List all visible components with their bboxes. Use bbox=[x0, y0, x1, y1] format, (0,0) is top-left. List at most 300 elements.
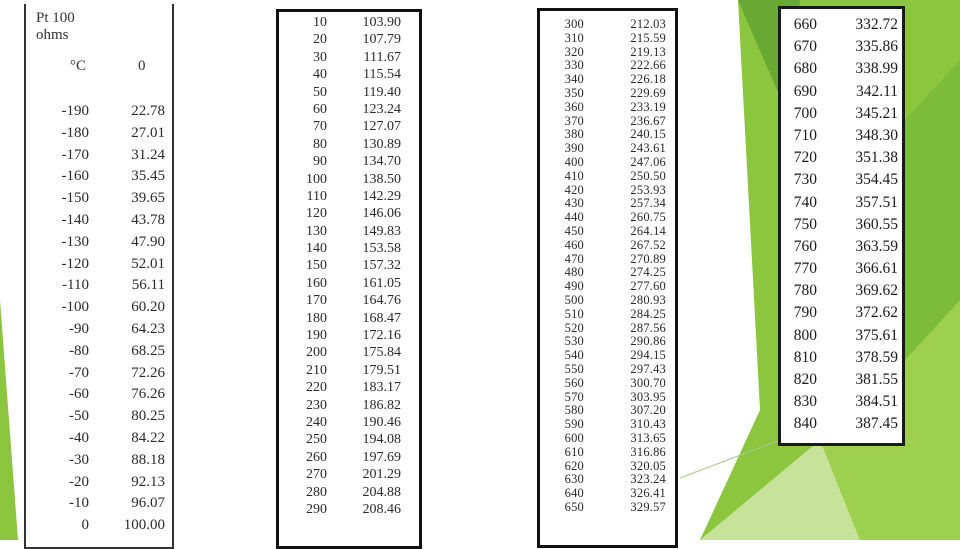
resistance-cell: 338.99 bbox=[855, 60, 898, 78]
temperature-cell: 480 bbox=[564, 265, 584, 280]
resistance-cell: 76.26 bbox=[131, 386, 165, 403]
table-row bbox=[279, 379, 419, 396]
table-row bbox=[279, 431, 419, 448]
table-row bbox=[540, 87, 675, 101]
table-row bbox=[781, 325, 902, 347]
table-row bbox=[279, 84, 419, 101]
temperature-cell: 470 bbox=[564, 251, 584, 266]
resistance-cell: 157.32 bbox=[362, 258, 401, 274]
temperature-cell: 650 bbox=[564, 499, 584, 514]
resistance-cell: 219.13 bbox=[630, 44, 666, 59]
resistance-cell: 369.62 bbox=[855, 282, 898, 300]
resistance-cell: 253.93 bbox=[630, 182, 666, 197]
temperature-cell: 680 bbox=[793, 60, 817, 78]
temperature-cell: 500 bbox=[564, 292, 584, 307]
resistance-cell: 56.11 bbox=[131, 277, 165, 294]
table-row bbox=[279, 223, 419, 240]
temperature-cell: -110 bbox=[62, 277, 89, 294]
temperature-cell: 450 bbox=[564, 223, 584, 238]
table-rows bbox=[26, 101, 172, 537]
resistance-cell: 186.82 bbox=[362, 397, 401, 413]
temperature-cell: 830 bbox=[793, 393, 817, 411]
resistance-cell: 183.17 bbox=[362, 380, 401, 396]
table-row bbox=[540, 197, 675, 211]
temperature-cell: 250 bbox=[306, 432, 327, 448]
table-row bbox=[279, 484, 419, 501]
temperature-cell: 170 bbox=[306, 293, 327, 309]
resistance-cell: 212.03 bbox=[630, 17, 666, 31]
table-row bbox=[540, 225, 675, 239]
table-row bbox=[26, 428, 172, 450]
resistance-cell: 68.25 bbox=[131, 342, 165, 359]
resistance-cell: 161.05 bbox=[362, 275, 401, 291]
temperature-cell: 0 bbox=[81, 517, 89, 534]
temperature-cell: 260 bbox=[306, 449, 327, 465]
resistance-cell: 277.60 bbox=[630, 279, 666, 294]
temperature-cell: 570 bbox=[564, 389, 584, 404]
table-row bbox=[540, 322, 675, 336]
resistance-cell: 284.25 bbox=[630, 306, 666, 321]
resistance-cell: 357.51 bbox=[855, 193, 898, 211]
resistance-cell: 243.61 bbox=[630, 141, 666, 156]
temperature-cell: 770 bbox=[793, 260, 817, 278]
temperature-cell: -140 bbox=[61, 211, 89, 228]
temperature-cell: -40 bbox=[69, 429, 89, 446]
temperature-cell: 190 bbox=[306, 328, 327, 344]
table-row bbox=[540, 184, 675, 198]
temperature-cell: 400 bbox=[564, 154, 584, 169]
resistance-cell: 297.43 bbox=[630, 361, 666, 376]
table-row bbox=[26, 515, 172, 537]
resistance-cell: 22.78 bbox=[131, 103, 165, 119]
table-row bbox=[540, 391, 675, 405]
temperature-cell: -160 bbox=[61, 168, 89, 185]
table-row bbox=[279, 118, 419, 135]
resistance-cell: 375.61 bbox=[855, 326, 898, 344]
temperature-cell: 410 bbox=[564, 168, 584, 183]
temperature-cell: -60 bbox=[69, 386, 89, 403]
table-row bbox=[540, 377, 675, 391]
table-row bbox=[26, 297, 172, 319]
table-row bbox=[279, 136, 419, 153]
resistance-cell: 329.57 bbox=[630, 499, 666, 514]
sensor-type-label: Pt 100 bbox=[36, 10, 75, 26]
table-row bbox=[540, 432, 675, 446]
table-row bbox=[26, 232, 172, 254]
resistance-cell: 267.52 bbox=[630, 237, 666, 252]
resistance-cell: 360.55 bbox=[855, 215, 898, 233]
table-row bbox=[279, 14, 419, 31]
table-row bbox=[26, 145, 172, 167]
resistance-cell: 236.67 bbox=[630, 113, 666, 128]
resistance-cell: 130.89 bbox=[362, 136, 401, 152]
resistance-cell: 345.21 bbox=[855, 104, 898, 122]
temperature-cell: 180 bbox=[306, 310, 327, 326]
table-row bbox=[781, 125, 902, 147]
table-row bbox=[26, 341, 172, 363]
temperature-cell: 150 bbox=[306, 258, 327, 274]
table-row bbox=[540, 460, 675, 474]
table-row bbox=[279, 362, 419, 379]
table-row bbox=[540, 32, 675, 46]
temperature-cell: -50 bbox=[69, 408, 89, 425]
resistance-cell: 240.15 bbox=[630, 127, 666, 142]
table-row bbox=[26, 406, 172, 428]
resistance-cell: 149.83 bbox=[362, 223, 401, 239]
table-row bbox=[26, 275, 172, 297]
temperature-cell: 580 bbox=[564, 403, 584, 418]
table-row bbox=[540, 253, 675, 267]
table-row bbox=[279, 205, 419, 222]
table-row bbox=[540, 18, 675, 32]
unit-label: ohms bbox=[36, 27, 69, 43]
temperature-cell: 280 bbox=[306, 484, 327, 500]
resistance-cell: 172.16 bbox=[362, 328, 401, 344]
table-row bbox=[781, 169, 902, 191]
temperature-cell: 710 bbox=[793, 126, 817, 144]
table-row bbox=[26, 123, 172, 145]
table-row bbox=[781, 236, 902, 258]
resistance-cell: 204.88 bbox=[362, 484, 401, 500]
table-row bbox=[540, 142, 675, 156]
resistance-cell: 100.00 bbox=[123, 517, 165, 534]
temperature-cell: 490 bbox=[564, 279, 584, 294]
temperature-cell: 30 bbox=[313, 49, 327, 65]
resistance-cell: 27.01 bbox=[131, 124, 165, 141]
temperature-cell: 760 bbox=[793, 237, 817, 255]
resistance-cell: 134.70 bbox=[362, 154, 401, 170]
temperature-cell: 120 bbox=[306, 206, 327, 222]
temperature-cell: 390 bbox=[564, 141, 584, 156]
resistance-cell: 175.84 bbox=[362, 345, 401, 361]
resistance-cell: 229.69 bbox=[630, 85, 666, 100]
temperature-cell: 370 bbox=[564, 113, 584, 128]
temperature-cell: -150 bbox=[61, 190, 89, 207]
left-green-shard bbox=[0, 300, 18, 540]
resistance-cell: 226.18 bbox=[630, 72, 666, 87]
temperature-cell: 810 bbox=[793, 348, 817, 366]
table-row bbox=[279, 344, 419, 361]
table-row bbox=[279, 49, 419, 66]
temperature-cell: 460 bbox=[564, 237, 584, 252]
resistance-cell: 264.14 bbox=[630, 223, 666, 238]
table-row bbox=[540, 404, 675, 418]
table-row bbox=[279, 466, 419, 483]
temperature-cell: 630 bbox=[564, 472, 584, 487]
resistance-cell: 342.11 bbox=[855, 82, 898, 100]
temperature-cell: 230 bbox=[306, 397, 327, 413]
temperature-cell: 140 bbox=[306, 241, 327, 257]
temperature-cell: 640 bbox=[564, 486, 584, 501]
table-row bbox=[781, 280, 902, 302]
table-rows bbox=[279, 14, 419, 518]
resistance-cell: 201.29 bbox=[362, 467, 401, 483]
temperature-cell: -180 bbox=[61, 124, 89, 141]
resistance-cell: 363.59 bbox=[855, 237, 898, 255]
table-row bbox=[279, 153, 419, 170]
temperature-cell: 20 bbox=[313, 32, 327, 48]
temperature-cell: 740 bbox=[793, 193, 817, 211]
temperature-cell: -190 bbox=[61, 103, 89, 119]
table-row bbox=[540, 266, 675, 280]
table-row bbox=[279, 66, 419, 83]
table-row bbox=[540, 115, 675, 129]
resistance-cell: 107.79 bbox=[362, 32, 401, 48]
temperature-cell: 340 bbox=[564, 72, 584, 87]
temperature-cell: 720 bbox=[793, 149, 817, 167]
resistance-cell: 335.86 bbox=[855, 38, 898, 56]
temperature-cell: 60 bbox=[313, 101, 327, 117]
table-row bbox=[540, 335, 675, 349]
temperature-cell: 840 bbox=[793, 415, 817, 433]
value-column-header: 0 bbox=[138, 58, 146, 74]
table-row bbox=[540, 294, 675, 308]
resistance-cell: 326.41 bbox=[630, 486, 666, 501]
temperature-cell: 300 bbox=[564, 17, 584, 31]
temperature-cell: 130 bbox=[306, 223, 327, 239]
resistance-cell: 348.30 bbox=[855, 126, 898, 144]
table-row bbox=[540, 73, 675, 87]
temperature-cell: 730 bbox=[793, 171, 817, 189]
rtd-table-panel-1 bbox=[24, 4, 174, 549]
temperature-cell: 690 bbox=[793, 82, 817, 100]
resistance-cell: 194.08 bbox=[362, 432, 401, 448]
temperature-cell: 670 bbox=[793, 38, 817, 56]
resistance-cell: 316.86 bbox=[630, 444, 666, 459]
temperature-column-header: °C bbox=[70, 58, 87, 74]
resistance-cell: 35.45 bbox=[131, 168, 165, 185]
table-row bbox=[540, 501, 675, 515]
table-row bbox=[279, 101, 419, 118]
resistance-cell: 142.29 bbox=[362, 188, 401, 204]
table-row bbox=[279, 327, 419, 344]
temperature-cell: 550 bbox=[564, 361, 584, 376]
resistance-cell: 208.46 bbox=[362, 501, 401, 517]
resistance-cell: 384.51 bbox=[855, 393, 898, 411]
resistance-cell: 103.90 bbox=[362, 15, 401, 30]
table-row bbox=[540, 170, 675, 184]
table-row bbox=[781, 192, 902, 214]
table-row bbox=[279, 397, 419, 414]
table-rows bbox=[540, 18, 675, 515]
resistance-cell: 111.67 bbox=[363, 49, 401, 65]
temperature-cell: 40 bbox=[313, 67, 327, 83]
resistance-cell: 332.72 bbox=[855, 16, 898, 33]
resistance-cell: 257.34 bbox=[630, 196, 666, 211]
resistance-cell: 52.01 bbox=[131, 255, 165, 272]
temperature-cell: 210 bbox=[306, 362, 327, 378]
table-row bbox=[540, 363, 675, 377]
resistance-cell: 153.58 bbox=[362, 241, 401, 257]
table-row bbox=[540, 239, 675, 253]
temperature-cell: 750 bbox=[793, 215, 817, 233]
resistance-cell: 39.65 bbox=[131, 190, 165, 207]
resistance-cell: 351.38 bbox=[855, 149, 898, 167]
resistance-cell: 372.62 bbox=[855, 304, 898, 322]
resistance-cell: 274.25 bbox=[630, 265, 666, 280]
temperature-cell: 360 bbox=[564, 99, 584, 114]
table-row bbox=[781, 58, 902, 80]
resistance-cell: 215.59 bbox=[630, 30, 666, 45]
table-row bbox=[26, 188, 172, 210]
temperature-cell: 540 bbox=[564, 348, 584, 363]
resistance-cell: 47.90 bbox=[131, 233, 165, 250]
table-row bbox=[279, 31, 419, 48]
table-row bbox=[540, 46, 675, 60]
temperature-cell: 420 bbox=[564, 182, 584, 197]
temperature-cell: 520 bbox=[564, 320, 584, 335]
temperature-cell: 780 bbox=[793, 282, 817, 300]
resistance-cell: 250.50 bbox=[630, 168, 666, 183]
table-row bbox=[279, 257, 419, 274]
temperature-cell: 820 bbox=[793, 371, 817, 388]
resistance-cell: 270.89 bbox=[630, 251, 666, 266]
temperature-cell: 160 bbox=[306, 275, 327, 291]
table-row bbox=[26, 363, 172, 385]
table-row bbox=[540, 487, 675, 501]
temperature-cell: 800 bbox=[793, 326, 817, 344]
table-row bbox=[279, 310, 419, 327]
table-row bbox=[781, 391, 902, 413]
resistance-cell: 88.18 bbox=[131, 451, 165, 468]
resistance-cell: 290.86 bbox=[630, 334, 666, 349]
resistance-cell: 303.95 bbox=[630, 389, 666, 404]
table-row bbox=[540, 59, 675, 73]
temperature-cell: 330 bbox=[564, 58, 584, 73]
temperature-cell: 320 bbox=[564, 44, 584, 59]
table-row bbox=[540, 446, 675, 460]
resistance-cell: 233.19 bbox=[630, 99, 666, 114]
resistance-cell: 60.20 bbox=[131, 299, 165, 316]
resistance-cell: 84.22 bbox=[131, 429, 165, 446]
table-row bbox=[279, 501, 419, 518]
resistance-cell: 247.06 bbox=[630, 154, 666, 169]
temperature-cell: -80 bbox=[69, 342, 89, 359]
table-row bbox=[781, 302, 902, 324]
resistance-cell: 387.45 bbox=[855, 415, 898, 433]
temperature-cell: -90 bbox=[69, 320, 89, 337]
table-row bbox=[540, 211, 675, 225]
temperature-cell: -130 bbox=[61, 233, 89, 250]
table-row bbox=[26, 254, 172, 276]
table-row bbox=[781, 147, 902, 169]
table-row bbox=[26, 319, 172, 341]
table-row bbox=[26, 493, 172, 515]
temperature-cell: 50 bbox=[313, 84, 327, 100]
resistance-cell: 313.65 bbox=[630, 430, 666, 445]
temperature-cell: 620 bbox=[564, 458, 584, 473]
temperature-cell: 700 bbox=[793, 104, 817, 122]
table-row bbox=[781, 103, 902, 125]
table-row bbox=[279, 292, 419, 309]
table-row bbox=[781, 81, 902, 103]
resistance-cell: 280.93 bbox=[630, 292, 666, 307]
table-row bbox=[540, 308, 675, 322]
table-row bbox=[540, 156, 675, 170]
table-rows bbox=[781, 14, 902, 436]
temperature-cell: 790 bbox=[793, 304, 817, 322]
temperature-cell: -170 bbox=[61, 146, 89, 163]
temperature-cell: 350 bbox=[564, 85, 584, 100]
table-row bbox=[26, 101, 172, 123]
temperature-cell: 110 bbox=[306, 188, 327, 204]
table-row bbox=[279, 188, 419, 205]
resistance-cell: 323.24 bbox=[630, 472, 666, 487]
temperature-cell: 290 bbox=[306, 501, 327, 517]
table-row bbox=[26, 384, 172, 406]
temperature-cell: 380 bbox=[564, 127, 584, 142]
resistance-cell: 164.76 bbox=[362, 293, 401, 309]
temperature-cell: -120 bbox=[61, 255, 89, 272]
temperature-cell: 220 bbox=[306, 380, 327, 396]
temperature-cell: 600 bbox=[564, 430, 584, 445]
resistance-cell: 260.75 bbox=[630, 210, 666, 225]
temperature-cell: 270 bbox=[306, 467, 327, 483]
resistance-cell: 64.23 bbox=[131, 320, 165, 337]
resistance-cell: 127.07 bbox=[362, 119, 401, 135]
temperature-cell: 90 bbox=[313, 154, 327, 170]
table-row bbox=[540, 128, 675, 142]
resistance-cell: 119.40 bbox=[363, 84, 401, 100]
resistance-cell: 96.07 bbox=[131, 495, 165, 512]
rtd-table-panel-4 bbox=[778, 6, 905, 446]
temperature-cell: -20 bbox=[69, 473, 89, 490]
temperature-cell: 660 bbox=[793, 16, 817, 33]
temperature-cell: 610 bbox=[564, 444, 584, 459]
resistance-cell: 80.25 bbox=[131, 408, 165, 425]
temperature-cell: -70 bbox=[69, 364, 89, 381]
resistance-cell: 72.26 bbox=[131, 364, 165, 381]
resistance-cell: 146.06 bbox=[362, 206, 401, 222]
resistance-cell: 43.78 bbox=[131, 211, 165, 228]
table-row bbox=[279, 414, 419, 431]
resistance-cell: 300.70 bbox=[630, 375, 666, 390]
table-row bbox=[781, 14, 902, 36]
temperature-cell: -10 bbox=[69, 495, 89, 512]
temperature-cell: 310 bbox=[564, 30, 584, 45]
table-header bbox=[36, 10, 75, 44]
resistance-cell: 115.54 bbox=[363, 67, 401, 83]
temperature-cell: 10 bbox=[313, 15, 327, 30]
temperature-cell: 80 bbox=[313, 136, 327, 152]
rtd-table-panel-2 bbox=[276, 9, 422, 549]
resistance-cell: 287.56 bbox=[630, 320, 666, 335]
temperature-cell: 70 bbox=[313, 119, 327, 135]
table-row bbox=[279, 275, 419, 292]
table-row bbox=[781, 258, 902, 280]
temperature-cell: 590 bbox=[564, 417, 584, 432]
table-row bbox=[781, 36, 902, 58]
table-row bbox=[26, 210, 172, 232]
resistance-cell: 92.13 bbox=[131, 473, 165, 490]
temperature-cell: 240 bbox=[306, 414, 327, 430]
rtd-table-panel-3 bbox=[537, 8, 678, 548]
table-row bbox=[26, 450, 172, 472]
temperature-cell: 100 bbox=[306, 171, 327, 187]
table-row bbox=[279, 240, 419, 257]
resistance-cell: 310.43 bbox=[630, 417, 666, 432]
resistance-cell: 179.51 bbox=[362, 362, 401, 378]
resistance-cell: 354.45 bbox=[855, 171, 898, 189]
resistance-cell: 168.47 bbox=[362, 310, 401, 326]
temperature-cell: 200 bbox=[306, 345, 327, 361]
resistance-cell: 197.69 bbox=[362, 449, 401, 465]
table-row bbox=[540, 349, 675, 363]
temperature-cell: 510 bbox=[564, 306, 584, 321]
resistance-cell: 381.55 bbox=[855, 371, 898, 388]
resistance-cell: 294.15 bbox=[630, 348, 666, 363]
table-row bbox=[781, 347, 902, 369]
